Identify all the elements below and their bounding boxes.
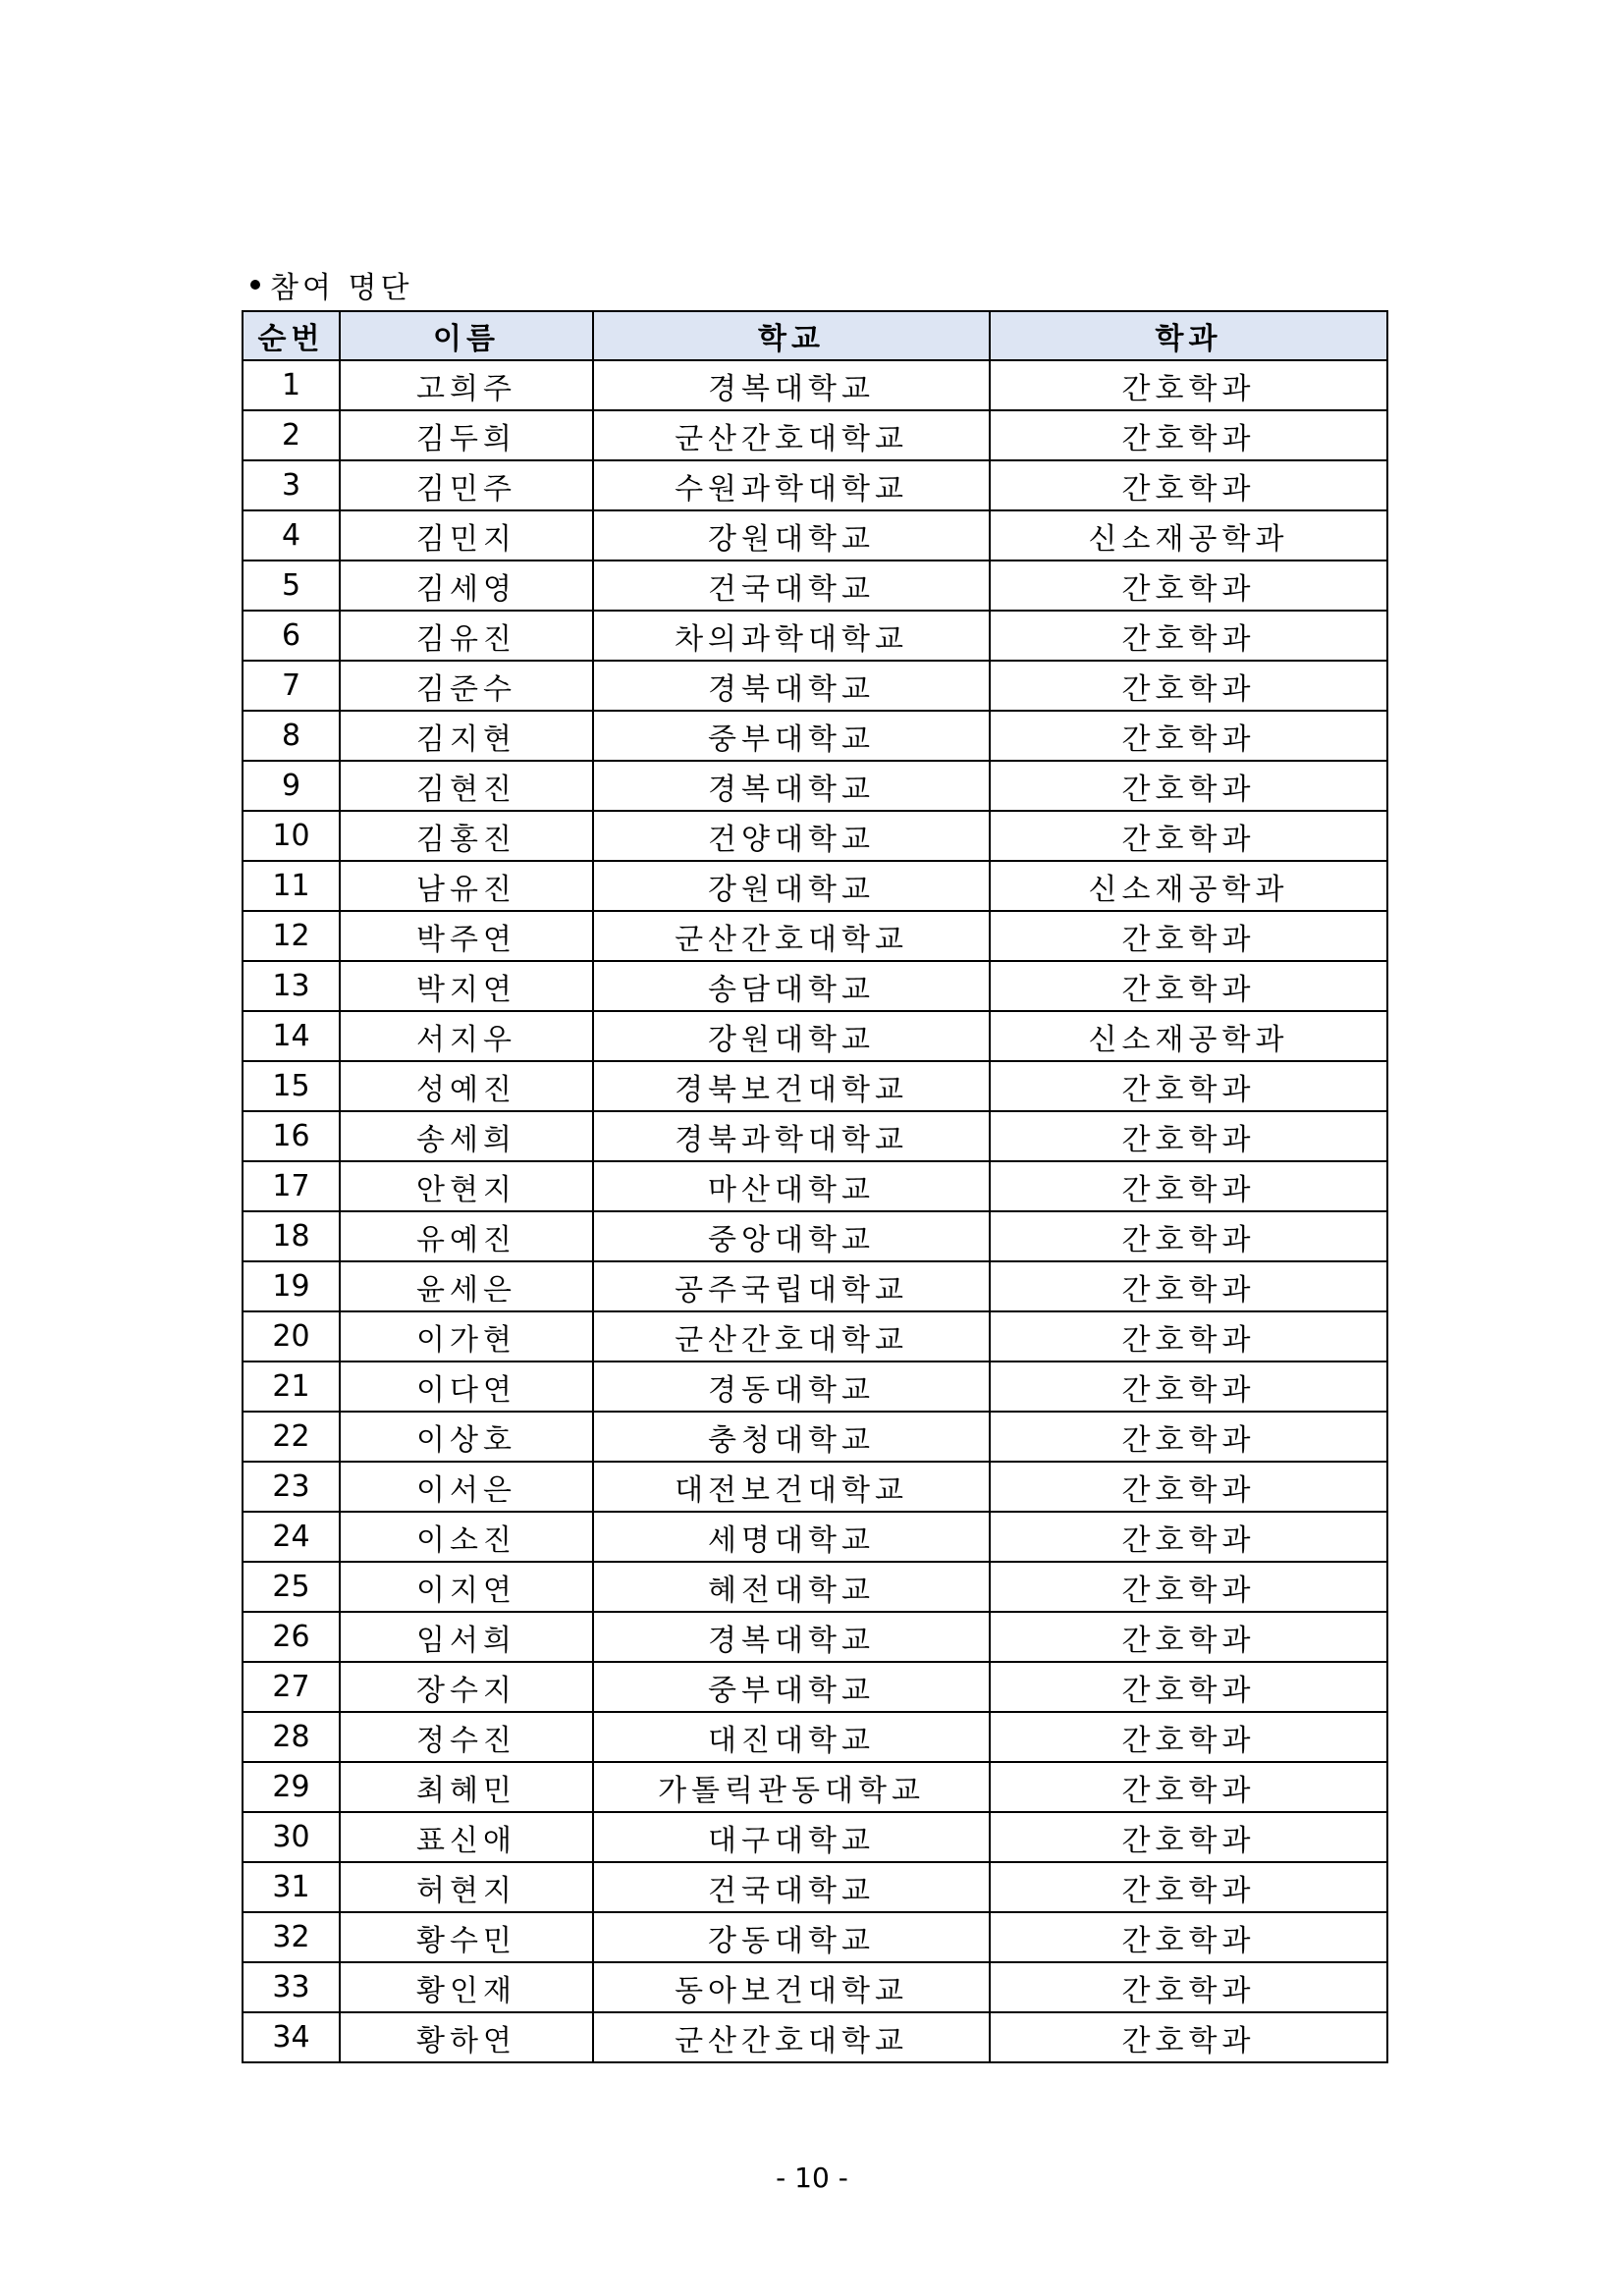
cell-department: 간호학과 xyxy=(990,460,1387,510)
cell-school: 강원대학교 xyxy=(593,510,990,561)
cell-department: 신소재공학과 xyxy=(990,861,1387,911)
cell-name: 송세희 xyxy=(340,1111,593,1161)
cell-name: 황하연 xyxy=(340,2012,593,2062)
cell-department: 간호학과 xyxy=(990,1261,1387,1311)
cell-name: 최혜민 xyxy=(340,1762,593,1812)
cell-school: 강원대학교 xyxy=(593,861,990,911)
cell-school: 강원대학교 xyxy=(593,1011,990,1061)
page-number: - 10 - xyxy=(776,2162,848,2194)
header-name: 이름 xyxy=(340,311,593,360)
cell-school: 중앙대학교 xyxy=(593,1211,990,1261)
cell-number: 23 xyxy=(243,1462,340,1512)
table-row xyxy=(243,1712,1387,1762)
cell-department: 간호학과 xyxy=(990,561,1387,611)
cell-school: 군산간호대학교 xyxy=(593,2012,990,2062)
cell-department: 간호학과 xyxy=(990,1612,1387,1662)
cell-school: 대진대학교 xyxy=(593,1712,990,1762)
table-row xyxy=(243,2012,1387,2062)
table-header-row xyxy=(243,311,1387,360)
cell-number: 26 xyxy=(243,1612,340,1662)
cell-school: 강동대학교 xyxy=(593,1912,990,1962)
cell-name: 김두희 xyxy=(340,410,593,460)
table-row xyxy=(243,1311,1387,1362)
cell-number: 11 xyxy=(243,861,340,911)
table-row xyxy=(243,961,1387,1011)
cell-school: 동아보건대학교 xyxy=(593,1962,990,2012)
cell-school: 건양대학교 xyxy=(593,811,990,861)
table-row xyxy=(243,1261,1387,1311)
cell-number: 19 xyxy=(243,1261,340,1311)
cell-number: 3 xyxy=(243,460,340,510)
table-row xyxy=(243,561,1387,611)
cell-number: 1 xyxy=(243,360,340,410)
table-row xyxy=(243,1912,1387,1962)
cell-department: 간호학과 xyxy=(990,1912,1387,1962)
cell-number: 7 xyxy=(243,661,340,711)
cell-name: 박지연 xyxy=(340,961,593,1011)
table-row xyxy=(243,360,1387,410)
cell-number: 15 xyxy=(243,1061,340,1111)
cell-name: 이상호 xyxy=(340,1412,593,1462)
cell-name: 남유진 xyxy=(340,861,593,911)
cell-department: 간호학과 xyxy=(990,1562,1387,1612)
cell-school: 경북보건대학교 xyxy=(593,1061,990,1111)
cell-school: 건국대학교 xyxy=(593,561,990,611)
cell-number: 12 xyxy=(243,911,340,961)
cell-name: 유예진 xyxy=(340,1211,593,1261)
cell-department: 간호학과 xyxy=(990,661,1387,711)
header-department: 학과 xyxy=(990,311,1387,360)
cell-school: 경북대학교 xyxy=(593,661,990,711)
cell-name: 이다연 xyxy=(340,1362,593,1412)
cell-school: 대구대학교 xyxy=(593,1812,990,1862)
cell-department: 간호학과 xyxy=(990,1862,1387,1912)
table-row xyxy=(243,811,1387,861)
cell-department: 간호학과 xyxy=(990,1311,1387,1362)
table-row xyxy=(243,911,1387,961)
cell-number: 20 xyxy=(243,1311,340,1362)
cell-name: 이가현 xyxy=(340,1311,593,1362)
table-row xyxy=(243,1762,1387,1812)
cell-school: 건국대학교 xyxy=(593,1862,990,1912)
cell-department: 간호학과 xyxy=(990,1211,1387,1261)
cell-number: 24 xyxy=(243,1512,340,1562)
cell-school: 경복대학교 xyxy=(593,360,990,410)
table-body xyxy=(243,360,1387,2062)
table-row xyxy=(243,1462,1387,1512)
cell-school: 송담대학교 xyxy=(593,961,990,1011)
cell-number: 33 xyxy=(243,1962,340,2012)
participant-table xyxy=(242,310,1388,2063)
cell-name: 표신애 xyxy=(340,1812,593,1862)
cell-number: 10 xyxy=(243,811,340,861)
bullet-icon xyxy=(250,280,260,290)
table-row xyxy=(243,1061,1387,1111)
cell-department: 간호학과 xyxy=(990,2012,1387,2062)
cell-department: 간호학과 xyxy=(990,1161,1387,1211)
cell-number: 5 xyxy=(243,561,340,611)
table-row xyxy=(243,1562,1387,1612)
cell-name: 김홍진 xyxy=(340,811,593,861)
cell-department: 간호학과 xyxy=(990,761,1387,811)
cell-name: 이지연 xyxy=(340,1562,593,1612)
cell-department: 간호학과 xyxy=(990,1712,1387,1762)
cell-department: 간호학과 xyxy=(990,811,1387,861)
cell-school: 중부대학교 xyxy=(593,1662,990,1712)
table-row xyxy=(243,410,1387,460)
cell-department: 간호학과 xyxy=(990,1512,1387,1562)
cell-name: 성예진 xyxy=(340,1061,593,1111)
cell-department: 간호학과 xyxy=(990,1462,1387,1512)
cell-department: 간호학과 xyxy=(990,611,1387,661)
table-row xyxy=(243,460,1387,510)
cell-number: 8 xyxy=(243,711,340,761)
cell-name: 황인재 xyxy=(340,1962,593,2012)
cell-number: 14 xyxy=(243,1011,340,1061)
table-row xyxy=(243,1662,1387,1712)
cell-name: 박주연 xyxy=(340,911,593,961)
cell-name: 허현지 xyxy=(340,1862,593,1912)
cell-number: 13 xyxy=(243,961,340,1011)
cell-name: 김세영 xyxy=(340,561,593,611)
table-row xyxy=(243,510,1387,561)
cell-name: 이소진 xyxy=(340,1512,593,1562)
cell-department: 간호학과 xyxy=(990,410,1387,460)
cell-school: 가톨릭관동대학교 xyxy=(593,1762,990,1812)
cell-school: 중부대학교 xyxy=(593,711,990,761)
cell-number: 31 xyxy=(243,1862,340,1912)
table-row xyxy=(243,711,1387,761)
table-row xyxy=(243,1612,1387,1662)
cell-number: 30 xyxy=(243,1812,340,1862)
cell-department: 신소재공학과 xyxy=(990,510,1387,561)
table-row xyxy=(243,761,1387,811)
table-row xyxy=(243,1962,1387,2012)
cell-number: 32 xyxy=(243,1912,340,1962)
cell-name: 김준수 xyxy=(340,661,593,711)
cell-school: 군산간호대학교 xyxy=(593,410,990,460)
table-row xyxy=(243,1211,1387,1261)
cell-number: 21 xyxy=(243,1362,340,1412)
cell-school: 경복대학교 xyxy=(593,1612,990,1662)
cell-school: 경복대학교 xyxy=(593,761,990,811)
cell-number: 27 xyxy=(243,1662,340,1712)
table-row xyxy=(243,1512,1387,1562)
table-row xyxy=(243,1862,1387,1912)
cell-number: 2 xyxy=(243,410,340,460)
cell-number: 34 xyxy=(243,2012,340,2062)
cell-name: 서지우 xyxy=(340,1011,593,1061)
cell-school: 대전보건대학교 xyxy=(593,1462,990,1512)
cell-school: 공주국립대학교 xyxy=(593,1261,990,1311)
cell-school: 차의과학대학교 xyxy=(593,611,990,661)
cell-school: 경북과학대학교 xyxy=(593,1111,990,1161)
section-title xyxy=(250,263,412,306)
cell-school: 군산간호대학교 xyxy=(593,1311,990,1362)
cell-name: 임서희 xyxy=(340,1612,593,1662)
cell-department: 간호학과 xyxy=(990,711,1387,761)
cell-department: 간호학과 xyxy=(990,1812,1387,1862)
table-row xyxy=(243,1011,1387,1061)
cell-number: 25 xyxy=(243,1562,340,1612)
cell-name: 황수민 xyxy=(340,1912,593,1962)
cell-number: 9 xyxy=(243,761,340,811)
cell-number: 4 xyxy=(243,510,340,561)
table-row xyxy=(243,1161,1387,1211)
cell-number: 28 xyxy=(243,1712,340,1762)
cell-school: 충청대학교 xyxy=(593,1412,990,1462)
cell-name: 정수진 xyxy=(340,1712,593,1762)
cell-school: 수원과학대학교 xyxy=(593,460,990,510)
table-row xyxy=(243,611,1387,661)
cell-school: 군산간호대학교 xyxy=(593,911,990,961)
cell-number: 16 xyxy=(243,1111,340,1161)
table-row xyxy=(243,1812,1387,1862)
cell-department: 간호학과 xyxy=(990,911,1387,961)
table-row xyxy=(243,1111,1387,1161)
cell-department: 간호학과 xyxy=(990,1412,1387,1462)
cell-department: 간호학과 xyxy=(990,360,1387,410)
section-title-text: 참여 명단 xyxy=(270,271,413,305)
table-row xyxy=(243,1362,1387,1412)
cell-name: 윤세은 xyxy=(340,1261,593,1311)
cell-department: 신소재공학과 xyxy=(990,1011,1387,1061)
table-row xyxy=(243,1412,1387,1462)
cell-school: 세명대학교 xyxy=(593,1512,990,1562)
cell-school: 경동대학교 xyxy=(593,1362,990,1412)
cell-number: 22 xyxy=(243,1412,340,1462)
cell-name: 고희주 xyxy=(340,360,593,410)
cell-department: 간호학과 xyxy=(990,1061,1387,1111)
table-row xyxy=(243,661,1387,711)
table-row xyxy=(243,861,1387,911)
cell-name: 김지현 xyxy=(340,711,593,761)
cell-department: 간호학과 xyxy=(990,1962,1387,2012)
cell-school: 혜전대학교 xyxy=(593,1562,990,1612)
cell-number: 6 xyxy=(243,611,340,661)
cell-number: 29 xyxy=(243,1762,340,1812)
cell-school: 마산대학교 xyxy=(593,1161,990,1211)
cell-name: 김민주 xyxy=(340,460,593,510)
cell-number: 18 xyxy=(243,1211,340,1261)
cell-name: 김민지 xyxy=(340,510,593,561)
cell-name: 김유진 xyxy=(340,611,593,661)
cell-number: 17 xyxy=(243,1161,340,1211)
cell-name: 이서은 xyxy=(340,1462,593,1512)
cell-department: 간호학과 xyxy=(990,1111,1387,1161)
header-school: 학교 xyxy=(593,311,990,360)
cell-department: 간호학과 xyxy=(990,1662,1387,1712)
header-number: 순번 xyxy=(243,311,340,360)
cell-department: 간호학과 xyxy=(990,1762,1387,1812)
cell-name: 김현진 xyxy=(340,761,593,811)
cell-name: 장수지 xyxy=(340,1662,593,1712)
cell-department: 간호학과 xyxy=(990,1362,1387,1412)
cell-department: 간호학과 xyxy=(990,961,1387,1011)
cell-name: 안현지 xyxy=(340,1161,593,1211)
